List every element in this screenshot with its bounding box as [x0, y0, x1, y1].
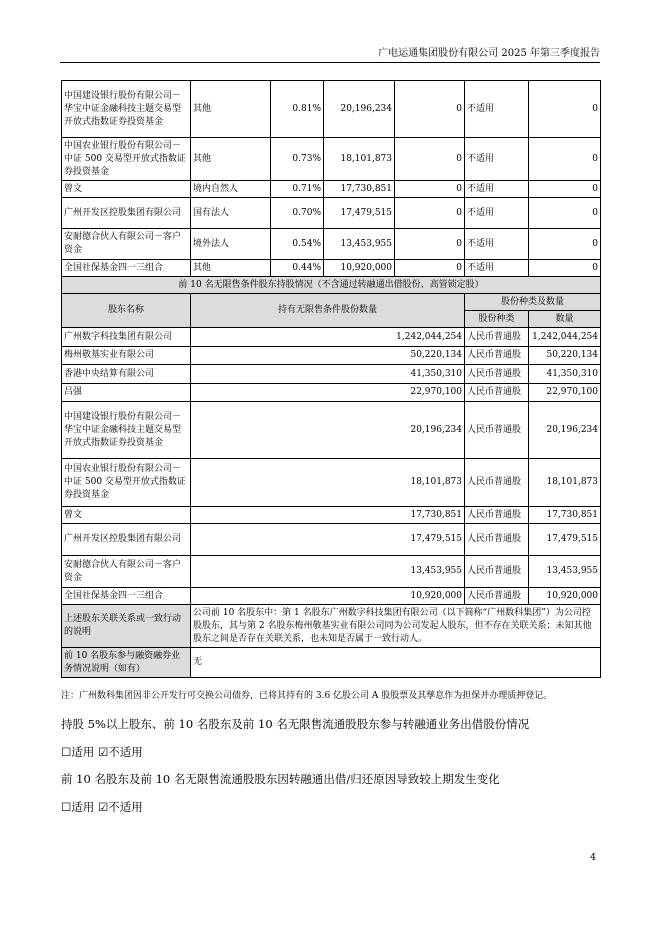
holder-shares: 17,730,851	[324, 181, 395, 198]
unrestricted-shares: 13,453,955	[191, 556, 465, 588]
pledge-status: 不适用	[465, 138, 529, 181]
share-kind: 人民币普通股	[465, 556, 529, 588]
table-row	[62, 588, 601, 605]
table-row	[62, 365, 601, 384]
holder-ratio: 0.70%	[271, 198, 324, 229]
holder-type: 境内自然人	[191, 181, 271, 198]
applicability-options-lending: ☐适用 ☑不适用	[61, 745, 143, 759]
share-qty: 20,196,234	[529, 402, 601, 459]
share-kind: 人民币普通股	[465, 402, 529, 459]
share-qty: 17,479,515	[529, 524, 601, 556]
holder-shares: 20,196,234	[324, 81, 395, 138]
share-kind: 人民币普通股	[465, 365, 529, 384]
holder-name: 全国社保基金四一三组合	[62, 588, 191, 605]
holder-shares: 13,453,955	[324, 229, 395, 260]
col-header-kind: 股份种类	[465, 311, 529, 328]
unrestricted-shares: 18,101,873	[191, 459, 465, 507]
report-header: 广电运通集团股份有限公司 2025 年第三季度报告	[378, 48, 600, 59]
holder-name: 全国社保基金四一三组合	[62, 260, 191, 277]
holder-type: 其他	[191, 260, 271, 277]
pledge-qty: 0	[529, 260, 601, 277]
relation-row	[62, 605, 601, 648]
unrestricted-shares: 1,242,044,254	[191, 328, 465, 347]
margin-label: 前 10 名股东参与融资融券业务情况说明（如有）	[62, 648, 191, 678]
table-row	[62, 524, 601, 556]
share-qty: 17,730,851	[529, 507, 601, 524]
holder-shares: 17,479,515	[324, 198, 395, 229]
holder-type: 境外法人	[191, 229, 271, 260]
section-title-lending: 持股 5%以上股东、前 10 名股东及前 10 名无限售流通股股东参与转融通业务出借股份情况	[61, 717, 530, 731]
holder-name: 中国建设银行股份有限公司－华宝中证金融科技主题交易型开放式指数证券投资基金	[62, 81, 191, 138]
table-row	[62, 138, 601, 181]
holder-name: 安耐德合伙人有限公司－客户资金	[62, 556, 191, 588]
share-qty: 18,101,873	[529, 459, 601, 507]
table-row	[62, 81, 601, 138]
pledge-status: 不适用	[465, 229, 529, 260]
col-header-name: 股东名称	[62, 294, 191, 328]
holder-type: 国有法人	[191, 198, 271, 229]
table-row	[62, 260, 601, 277]
pledge-status: 不适用	[465, 260, 529, 277]
holder-name: 梅州敬基实业有限公司	[62, 347, 191, 365]
unrestricted-shares: 20,196,234	[191, 402, 465, 459]
table-row	[62, 402, 601, 459]
pledge-qty: 0	[529, 181, 601, 198]
table-row	[62, 181, 601, 198]
share-qty: 50,220,134	[529, 347, 601, 365]
holder-name: 安耐德合伙人有限公司－客户资金	[62, 229, 191, 260]
unrestricted-shares: 22,970,100	[191, 384, 465, 402]
pledge-qty: 0	[529, 198, 601, 229]
share-kind: 人民币普通股	[465, 588, 529, 605]
holder-name: 广州开发区控股集团有限公司	[62, 524, 191, 556]
share-kind: 人民币普通股	[465, 347, 529, 365]
pledge-qty: 0	[529, 138, 601, 181]
restricted-shares: 0	[395, 181, 465, 198]
holder-name: 中国农业银行股份有限公司－中证 500 交易型开放式指数证券投资基金	[62, 138, 191, 181]
table-row	[62, 229, 601, 260]
share-kind: 人民币普通股	[465, 459, 529, 507]
pledge-qty: 0	[529, 81, 601, 138]
holder-name: 香港中央结算有限公司	[62, 365, 191, 384]
share-kind: 人民币普通股	[465, 524, 529, 556]
restricted-shares: 0	[395, 138, 465, 181]
margin-row	[62, 648, 601, 678]
holder-ratio: 0.44%	[271, 260, 324, 277]
holder-type: 其他	[191, 138, 271, 181]
relation-text: 公司前 10 名股东中：第 1 名股东广州数字科技集团有限公司（以下简称“广州数科集团”）为公司控股股东，其与第 2 名股东梅州敬基实业有限公司同为公司发起人股东，但不存在关联关系；未知其他股东之间是否存在关联关系，也未知是否属于一致行动人。	[191, 605, 601, 648]
margin-text: 无	[191, 648, 601, 678]
share-kind: 人民币普通股	[465, 507, 529, 524]
section-title: 前 10 名无限售条件股东持股情况（不含通过转融通出借股份、高管锁定股）	[62, 277, 601, 294]
holder-name: 中国农业银行股份有限公司－中证 500 交易型开放式指数证券投资基金	[62, 459, 191, 507]
holder-name: 曾文	[62, 507, 191, 524]
share-kind: 人民币普通股	[465, 384, 529, 402]
share-qty: 13,453,955	[529, 556, 601, 588]
holder-shares: 18,101,873	[324, 138, 395, 181]
holder-name: 曾文	[62, 181, 191, 198]
unrestricted-shares: 17,730,851	[191, 507, 465, 524]
section-title-changes: 前 10 名股东及前 10 名无限售流通股股东因转融通出借/归还原因导致较上期发生变化	[61, 772, 500, 786]
restricted-shares: 0	[395, 229, 465, 260]
holder-name: 广州数字科技集团有限公司	[62, 328, 191, 347]
page-number: 4	[590, 852, 597, 863]
unrestricted-shares: 10,920,000	[191, 588, 465, 605]
share-qty: 22,970,100	[529, 384, 601, 402]
holder-name: 中国建设银行股份有限公司－华宝中证金融科技主题交易型开放式指数证券投资基金	[62, 402, 191, 459]
unrestricted-shares: 17,479,515	[191, 524, 465, 556]
header-divider	[60, 62, 600, 63]
applicability-options-changes: ☐适用 ☑不适用	[61, 800, 143, 814]
share-qty: 10,920,000	[529, 588, 601, 605]
share-qty: 1,242,044,254	[529, 328, 601, 347]
pledge-status: 不适用	[465, 181, 529, 198]
holder-ratio: 0.81%	[271, 81, 324, 138]
table-row	[62, 556, 601, 588]
column-header-row	[62, 294, 601, 311]
table-row	[62, 384, 601, 402]
relation-label: 上述股东关联关系或一致行动的说明	[62, 605, 191, 648]
holder-ratio: 0.73%	[271, 138, 324, 181]
unrestricted-shares: 41,350,310	[191, 365, 465, 384]
table-row	[62, 507, 601, 524]
table-row	[62, 347, 601, 365]
holder-type: 其他	[191, 81, 271, 138]
pledge-status: 不适用	[465, 81, 529, 138]
holder-ratio: 0.71%	[271, 181, 324, 198]
share-kind: 人民币普通股	[465, 328, 529, 347]
col-header-qty: 数量	[529, 311, 601, 328]
pledge-status: 不适用	[465, 198, 529, 229]
holder-ratio: 0.54%	[271, 229, 324, 260]
holder-shares: 10,920,000	[324, 260, 395, 277]
col-header-shares: 持有无限售条件股份数量	[191, 294, 465, 328]
restricted-shares: 0	[395, 260, 465, 277]
shareholder-table	[61, 80, 601, 678]
holder-name: 吕强	[62, 384, 191, 402]
table-footnote: 注：广州数科集团因非公开发行可交换公司债券，已将其持有的 3.6 亿股公司 A 股股票及其孳息作为担保并办理质押登记。	[61, 691, 553, 701]
table-row	[62, 459, 601, 507]
section-header-row	[62, 277, 601, 294]
restricted-shares: 0	[395, 198, 465, 229]
table-row	[62, 198, 601, 229]
share-qty: 41,350,310	[529, 365, 601, 384]
pledge-qty: 0	[529, 229, 601, 260]
restricted-shares: 0	[395, 81, 465, 138]
col-header-class: 股份种类及数量	[465, 294, 601, 311]
holder-name: 广州开发区控股集团有限公司	[62, 198, 191, 229]
unrestricted-shares: 50,220,134	[191, 347, 465, 365]
table-row	[62, 328, 601, 347]
